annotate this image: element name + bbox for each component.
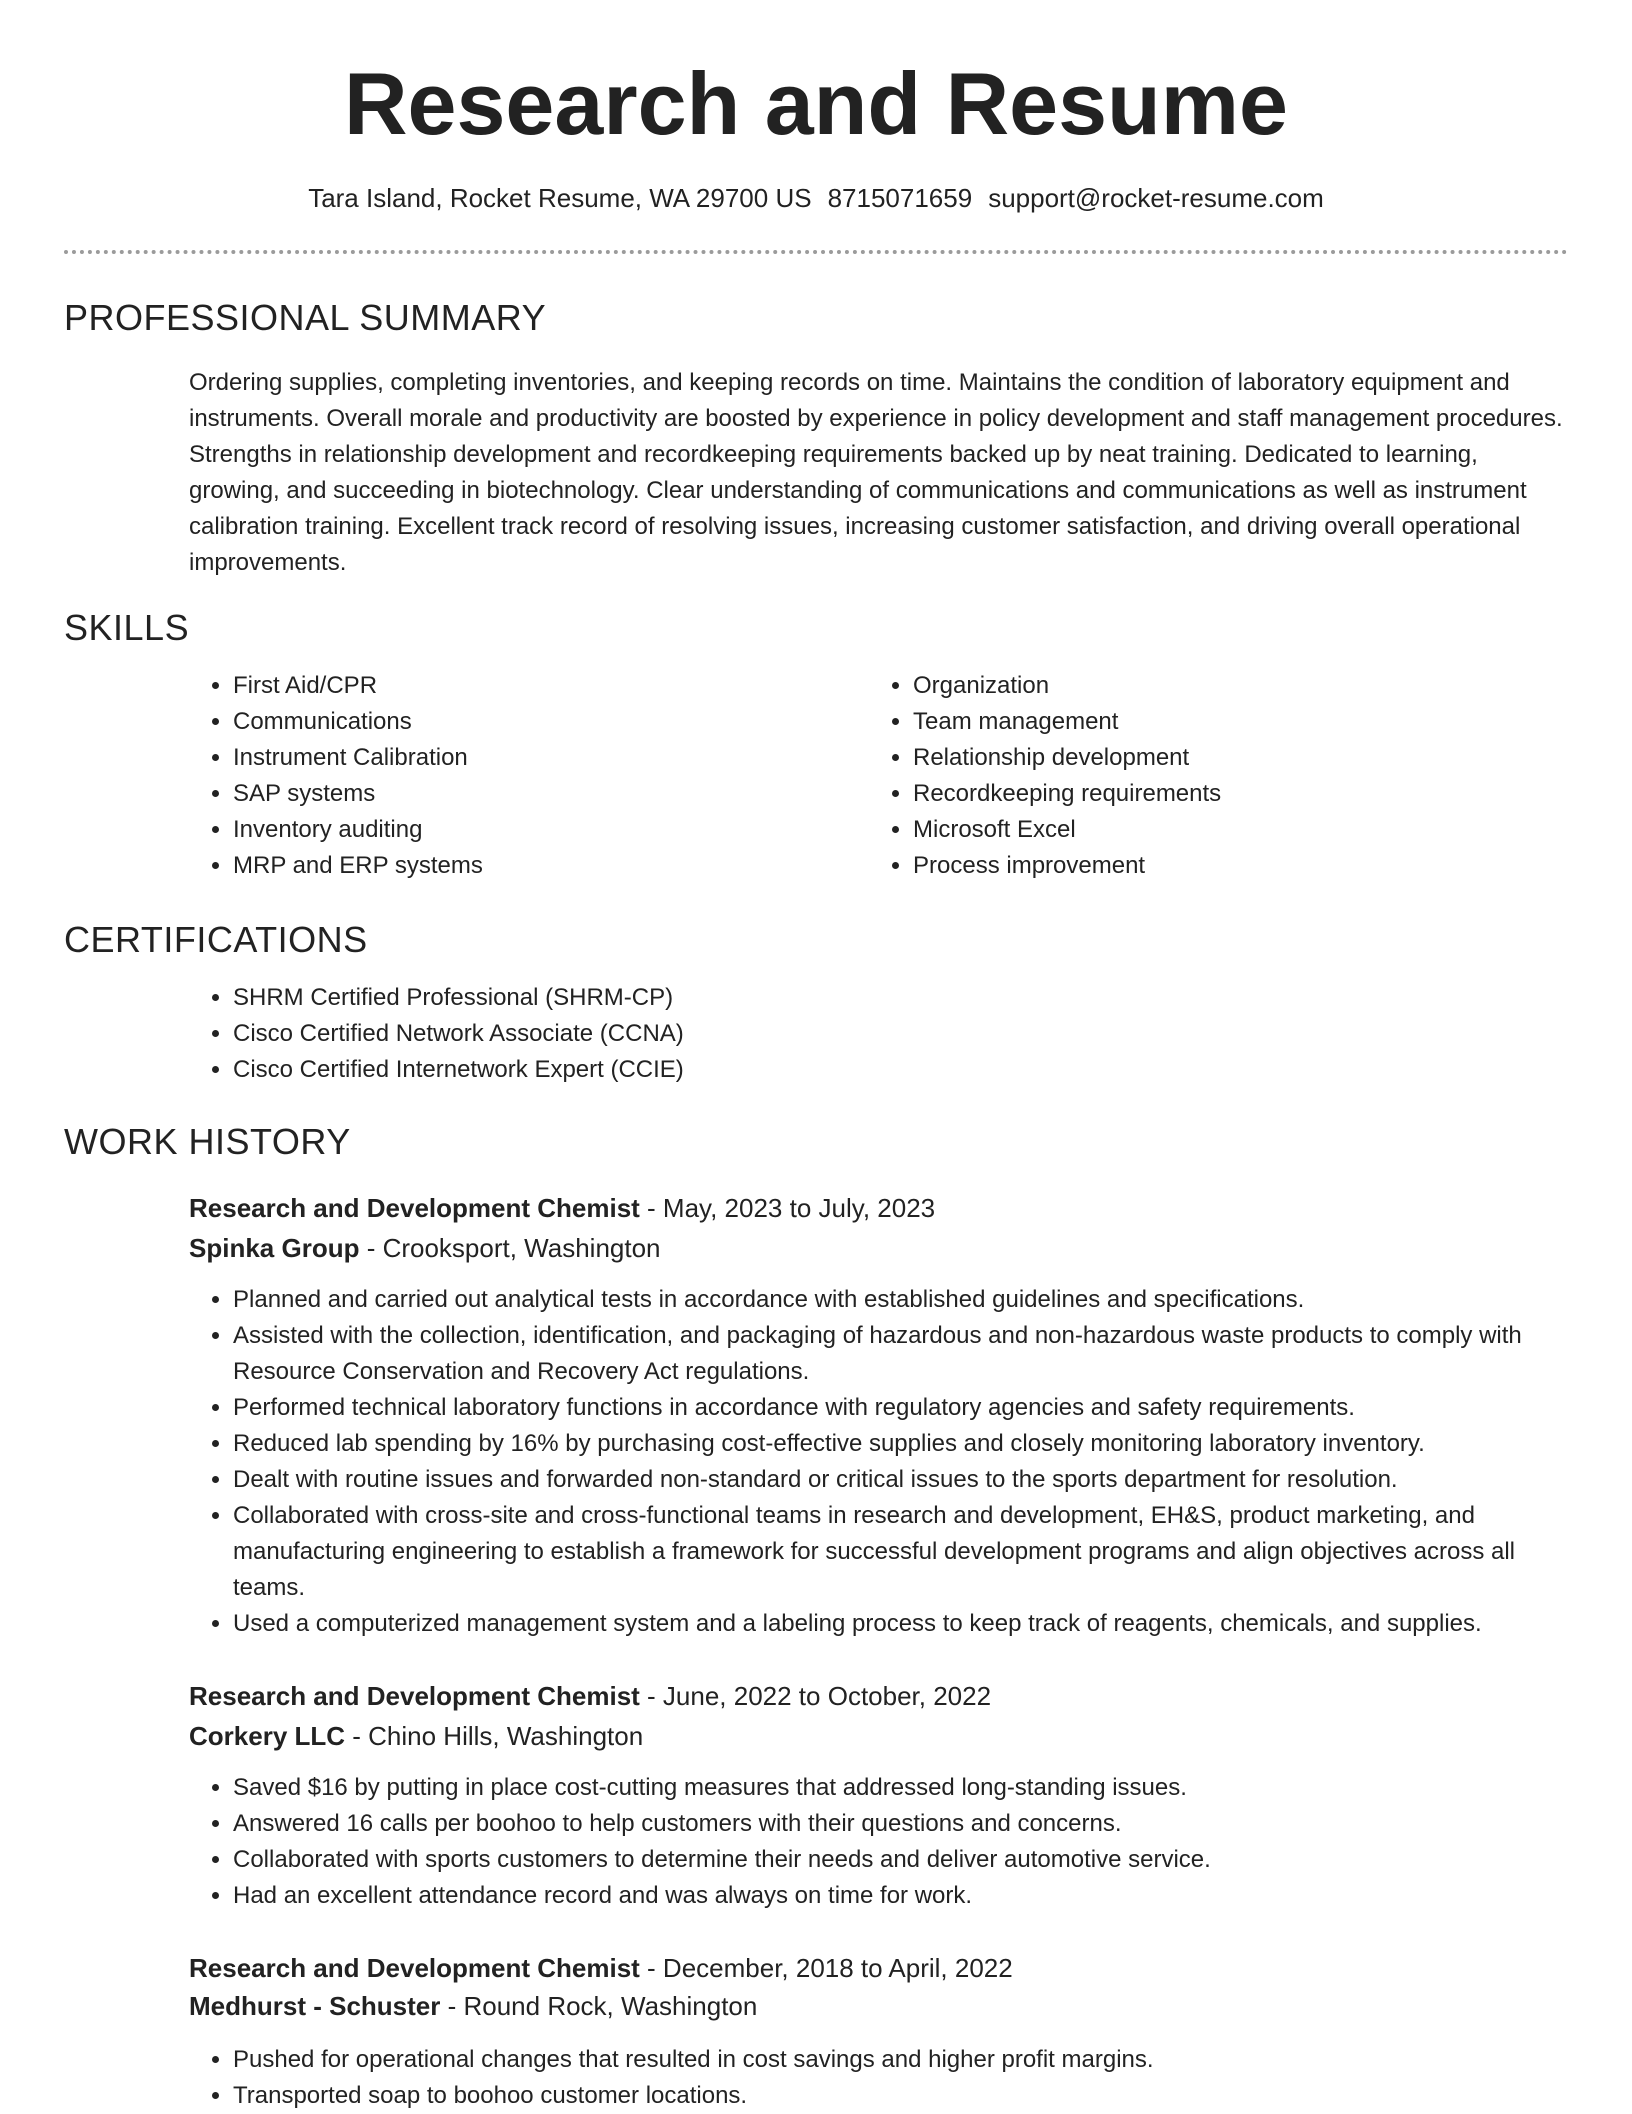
certification-item: • Cisco Certified Internetwork Expert (CCIE) [233,1052,1569,1088]
job-company: Corkery LLC [189,1721,346,1751]
responsibility-item: • Reduced lab spending by 16% by purchasing cost-effective supplies and closely monitoring laboratory inventory. [233,1426,1569,1462]
job-company-line [189,1718,643,1754]
skill-item: • MRP and ERP systems [233,848,829,884]
contact-phone: 8715071659 [827,183,973,213]
skill-item: • Recordkeeping requirements [913,776,1509,812]
responsibility-item: • Had an excellent attendance record and was always on time for work. [233,1878,1569,1914]
job-title-line [189,1190,935,1226]
job-location: - Chino Hills, Washington [345,1721,644,1751]
certifications-list [189,980,1569,1088]
responsibility-item: • Collaborated with cross-site and cross-functional teams in research and development, EH&S, product marketing, and manufacturing engineering to establish a framework for successful development programs and align objectives across all teams. [233,1498,1569,1606]
header-divider [64,250,1568,254]
job-dates: - December, 2018 to April, 2022 [639,1953,1013,1983]
certification-item: • Cisco Certified Network Associate (CCNA) [233,1016,1569,1052]
job-title-line [189,1678,991,1714]
skill-item: • Organization [913,668,1509,704]
skills-right-column [869,668,1509,884]
responsibility-item: • Planned and carried out analytical tests in accordance with established guidelines and specifications. [233,1282,1569,1318]
skill-item: • Communications [233,704,829,740]
contact-address: Tara Island, Rocket Resume, WA 29700 US [308,183,812,213]
job-title: Research and Development Chemist [189,1953,640,1983]
job-title: Research and Development Chemist [189,1681,640,1711]
skill-item: • Relationship development [913,740,1509,776]
skill-item: • Microsoft Excel [913,812,1509,848]
responsibility-item: • Assisted with the collection, identification, and packaging of hazardous and non-hazardous waste products to comply with Resource Conservation and Recovery Act regulations. [233,1318,1569,1390]
responsibility-item: • Saved $16 by putting in place cost-cutting measures that addressed long-standing issues. [233,1770,1569,1806]
job-responsibilities [189,2042,1569,2114]
skills-heading: SKILLS [64,607,190,648]
skill-item: • Team management [913,704,1509,740]
skill-item: • SAP systems [233,776,829,812]
job-responsibilities [189,1770,1569,1914]
summary-heading: PROFESSIONAL SUMMARY [64,297,547,338]
responsibility-item: • Pushed for operational changes that resulted in cost savings and higher profit margins. [233,2042,1569,2078]
skill-item: • Instrument Calibration [233,740,829,776]
contact-line [0,180,1632,216]
contact-email: support@rocket-resume.com [988,183,1324,213]
certification-item: • SHRM Certified Professional (SHRM-CP) [233,980,1569,1016]
job-dates: - May, 2023 to July, 2023 [639,1193,936,1223]
responsibility-item: • Dealt with routine issues and forwarded non-standard or critical issues to the sports department for resolution. [233,1462,1569,1498]
job-location: - Crooksport, Washington [359,1233,661,1263]
job-responsibilities [189,1282,1569,1642]
summary-text: Ordering supplies, completing inventories, and keeping records on time. Maintains the condition of laboratory equipment and instruments. Overall morale and productivity are boosted by experience in policy development and staff management procedures. Strengths in relationship development and recordkeeping requirements backed up by neat training. Dedicated to learning, growing, and succeeding in biotechnology. Clear understanding of communications and communications as well as instrument calibration training. Excellent track record of resolving issues, increasing customer satisfaction, and driving overall operational improvements. [189,369,1563,576]
job-company-line [189,1988,757,2024]
responsibility-item: • Used a computerized management system and a labeling process to keep track of reagents, chemicals, and supplies. [233,1606,1569,1642]
responsibility-item: • Collaborated with sports customers to determine their needs and deliver automotive service. [233,1842,1569,1878]
job-company-line [189,1230,661,1266]
responsibility-item: • Performed technical laboratory functions in accordance with regulatory agencies and safety requirements. [233,1390,1569,1426]
skill-item: • Process improvement [913,848,1509,884]
job-company: Medhurst - Schuster [189,1991,441,2021]
job-title: Research and Development Chemist [189,1193,640,1223]
job-company: Spinka Group [189,1233,360,1263]
resume-name: Research and Resume [344,54,1288,153]
skills-left-column [189,668,829,884]
job-dates: - June, 2022 to October, 2022 [639,1681,992,1711]
responsibility-item: • Transported soap to boohoo customer locations. [233,2078,1569,2114]
skill-item: • First Aid/CPR [233,668,829,704]
certifications-heading: CERTIFICATIONS [64,919,368,960]
job-location: - Round Rock, Washington [440,1991,758,2021]
job-title-line [189,1950,1013,1986]
work-history-heading: WORK HISTORY [64,1121,351,1162]
skill-item: • Inventory auditing [233,812,829,848]
responsibility-item: • Answered 16 calls per boohoo to help customers with their questions and concerns. [233,1806,1569,1842]
